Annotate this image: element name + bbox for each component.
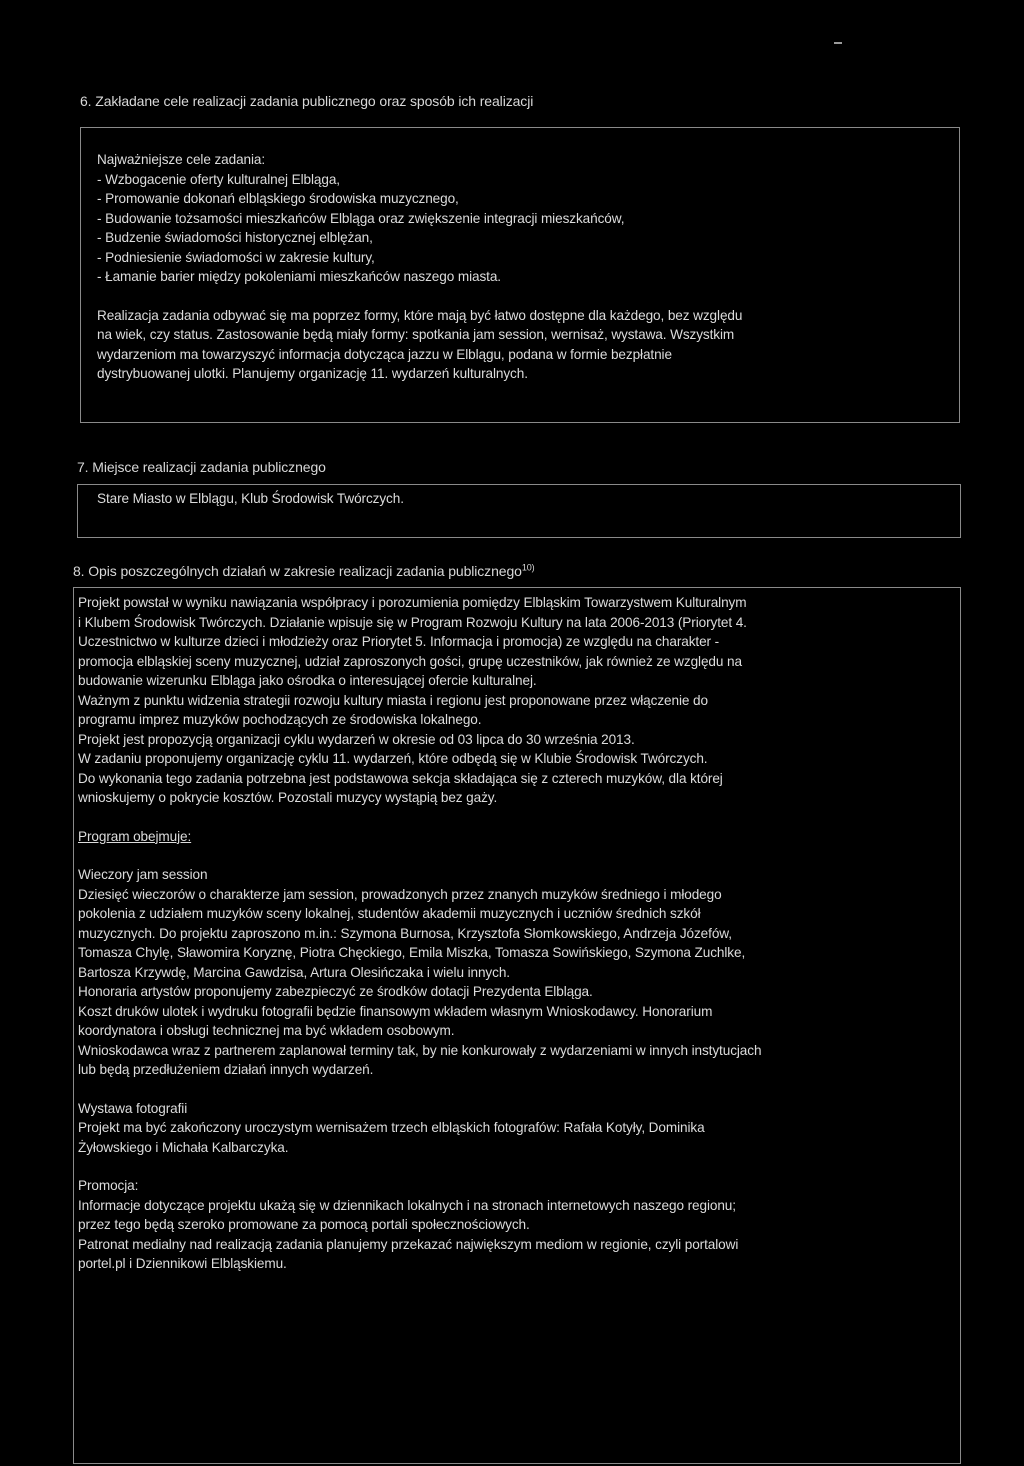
intro-line: budowanie wizerunku Elbląga jako ośrodka o interesującej ofercie kulturalnej. (78, 673, 537, 688)
section-7-box (77, 484, 961, 538)
intro-line: Projekt powstał w wyniku nawiązania współpracy i porozumienia pomiędzy Elbląskim Towarzystwem Kulturalnym (78, 595, 747, 610)
section-6-box (80, 127, 960, 423)
realization-line: wydarzeniom ma towarzyszyć informacja dotycząca jazzu w Elblągu, podana w formie bezpłatnie (97, 346, 672, 362)
goal-item: - Łamanie barier między pokoleniami mieszkańców naszego miasta. (97, 269, 501, 284)
goal-item: - Budzenie świadomości historycznej elblężan, (97, 230, 373, 245)
jam-session-title: Wieczory jam session (78, 867, 208, 882)
photo-exhibition-title: Wystawa fotografii (78, 1100, 188, 1116)
jam-line: Koszt druków ulotek i wydruku fotografii będzie finansowym wkładem własnym Wnioskodawcy. Honorarium (78, 1003, 713, 1019)
jam-line: muzycznych. Do projektu zaproszono m.in.: Szymona Burnosa, Krzysztofa Słomkowskiego, Andrzeja Józefów, (78, 925, 732, 941)
program-title: Program obejmuje: (78, 828, 192, 844)
place-text: Stare Miasto w Elblągu, Klub Środowisk Twórczych. (97, 491, 404, 506)
realization-line: Realizacja zadania odbywać się ma poprzez formy, które mają być łatwo dostępne dla każdego, bez względu (97, 307, 743, 323)
intro-line: Uczestnictwo w kulturze dzieci i młodzieży oraz Priorytet 5. Informacja i promocja) ze względu na charakter - (78, 634, 720, 649)
intro-line: Ważnym z punktu widzenia strategii rozwoju kultury miasta i regionu jest proponowane przez włączenie do (78, 692, 708, 708)
promotion-line: portel.pl i Dziennikowi Elbląskiemu. (78, 1256, 287, 1271)
intro-line: Do wykonania tego zadania potrzebna jest podstawowa sekcja składająca się z czterech muzyków, dla której (78, 770, 723, 786)
jam-line: Bartosza Krzywdę, Marcina Gawdzisa, Artura Olesińczaka i wielu innych. (78, 964, 510, 980)
promotion-line: przez tego będą szeroko promowane za pomocą portali społecznościowych. (78, 1217, 530, 1232)
intro-line: Projekt jest propozycją organizacji cyklu wydarzeń w okresie od 03 lipca do 30 września 2013. (78, 731, 635, 747)
jam-line: Wnioskodawca wraz z partnerem zaplanował terminy tak, by nie konkurowały z wydarzeniami w innych instytucjach (78, 1042, 762, 1058)
section-7-heading: 7. Miejsce realizacji zadania publicznego (77, 459, 326, 475)
goal-item: - Promowanie dokonań elbląskiego środowiska muzycznego, (97, 191, 459, 206)
goal-item: - Podniesienie świadomości w zakresie kultury, (97, 249, 375, 265)
section-8-box (73, 587, 961, 1464)
intro-line: i Klubem Środowisk Twórczych. Działanie wpisuje się w Program Rozwoju Kultury na lata 2006-2013 (Priorytet 4. (78, 614, 747, 630)
section-8-heading-text: 8. Opis poszczególnych działań w zakresie realizacji zadania publicznego (73, 563, 522, 579)
realization-line: dystrybuowanej ulotki. Planujemy organizację 11. wydarzeń kulturalnych. (97, 366, 528, 381)
scan-mark (834, 42, 842, 44)
jam-line: lub będą przedłużeniem działań innych wydarzeń. (78, 1062, 374, 1077)
realization-line: na wiek, czy status. Zastosowanie będą miały formy: spotkania jam session, wernisaż, wystawa. Wszystkim (97, 327, 735, 342)
goal-item: - Wzbogacenie oferty kulturalnej Elbląga, (97, 171, 340, 187)
section-8-content (78, 593, 956, 1274)
jam-line: Honoraria artystów proponujemy zabezpieczyć ze środków dotacji Prezydenta Elbląga. (78, 984, 593, 999)
goals-title: Najważniejsze cele zadania: (97, 152, 266, 167)
section-8-heading (73, 562, 535, 582)
jam-line: Dziesięć wieczorów o charakterze jam session, prowadzonych przez znanych muzyków średniego i młodego (78, 886, 722, 902)
footnote-ref: 10) (521, 562, 535, 573)
section-6-heading: 6. Zakładane cele realizacji zadania publicznego oraz sposób ich realizacji (80, 93, 534, 109)
promotion-line: Patronat medialny nad realizacją zadania planujemy przekazać największym mediom w regionie, czyli portalowi (78, 1236, 739, 1252)
intro-line: W zadaniu proponujemy organizację cyklu 11. wydarzeń, które odbędą się w Klubie Środowisk Twórczych. (78, 751, 708, 766)
jam-line: pokolenia z udziałem muzyków sceny lokalnej, studentów akademii muzycznych i uczniów średnich szkół (78, 906, 701, 921)
promotion-title: Promocja: (78, 1178, 139, 1193)
intro-line: promocja elbląskiej sceny muzycznej, udział zaproszonych gości, grupę uczestników, jak również ze względu na (78, 653, 742, 669)
goal-item: - Budowanie tożsamości mieszkańców Elbląga oraz zwiększenie integracji mieszkańców, (97, 210, 625, 226)
jam-line: Tomasza Chylę, Sławomira Koryznę, Piotra Chęckiego, Emila Miszka, Tomasza Sowińskiego, Szymona Zuchlke, (78, 945, 746, 960)
photo-line: Żyłowskiego i Michała Kalbarczyka. (78, 1139, 289, 1155)
jam-line: koordynatora i obsługi technicznej ma być wkładem osobowym. (78, 1023, 455, 1038)
promotion-line: Informacje dotyczące projektu ukażą się w dziennikach lokalnych i na stronach internetowych naszego regionu; (78, 1197, 736, 1213)
intro-line: programu imprez muzyków pochodzących ze środowiska lokalnego. (78, 712, 482, 727)
intro-line: wnioskujemy o pokrycie kosztów. Pozostali muzycy wystąpią bez gaży. (78, 790, 498, 805)
section-6-content (97, 150, 951, 384)
photo-line: Projekt ma być zakończony uroczystym wernisażem trzech elbląskich fotografów: Rafała Kotyły, Dominika (78, 1120, 705, 1135)
